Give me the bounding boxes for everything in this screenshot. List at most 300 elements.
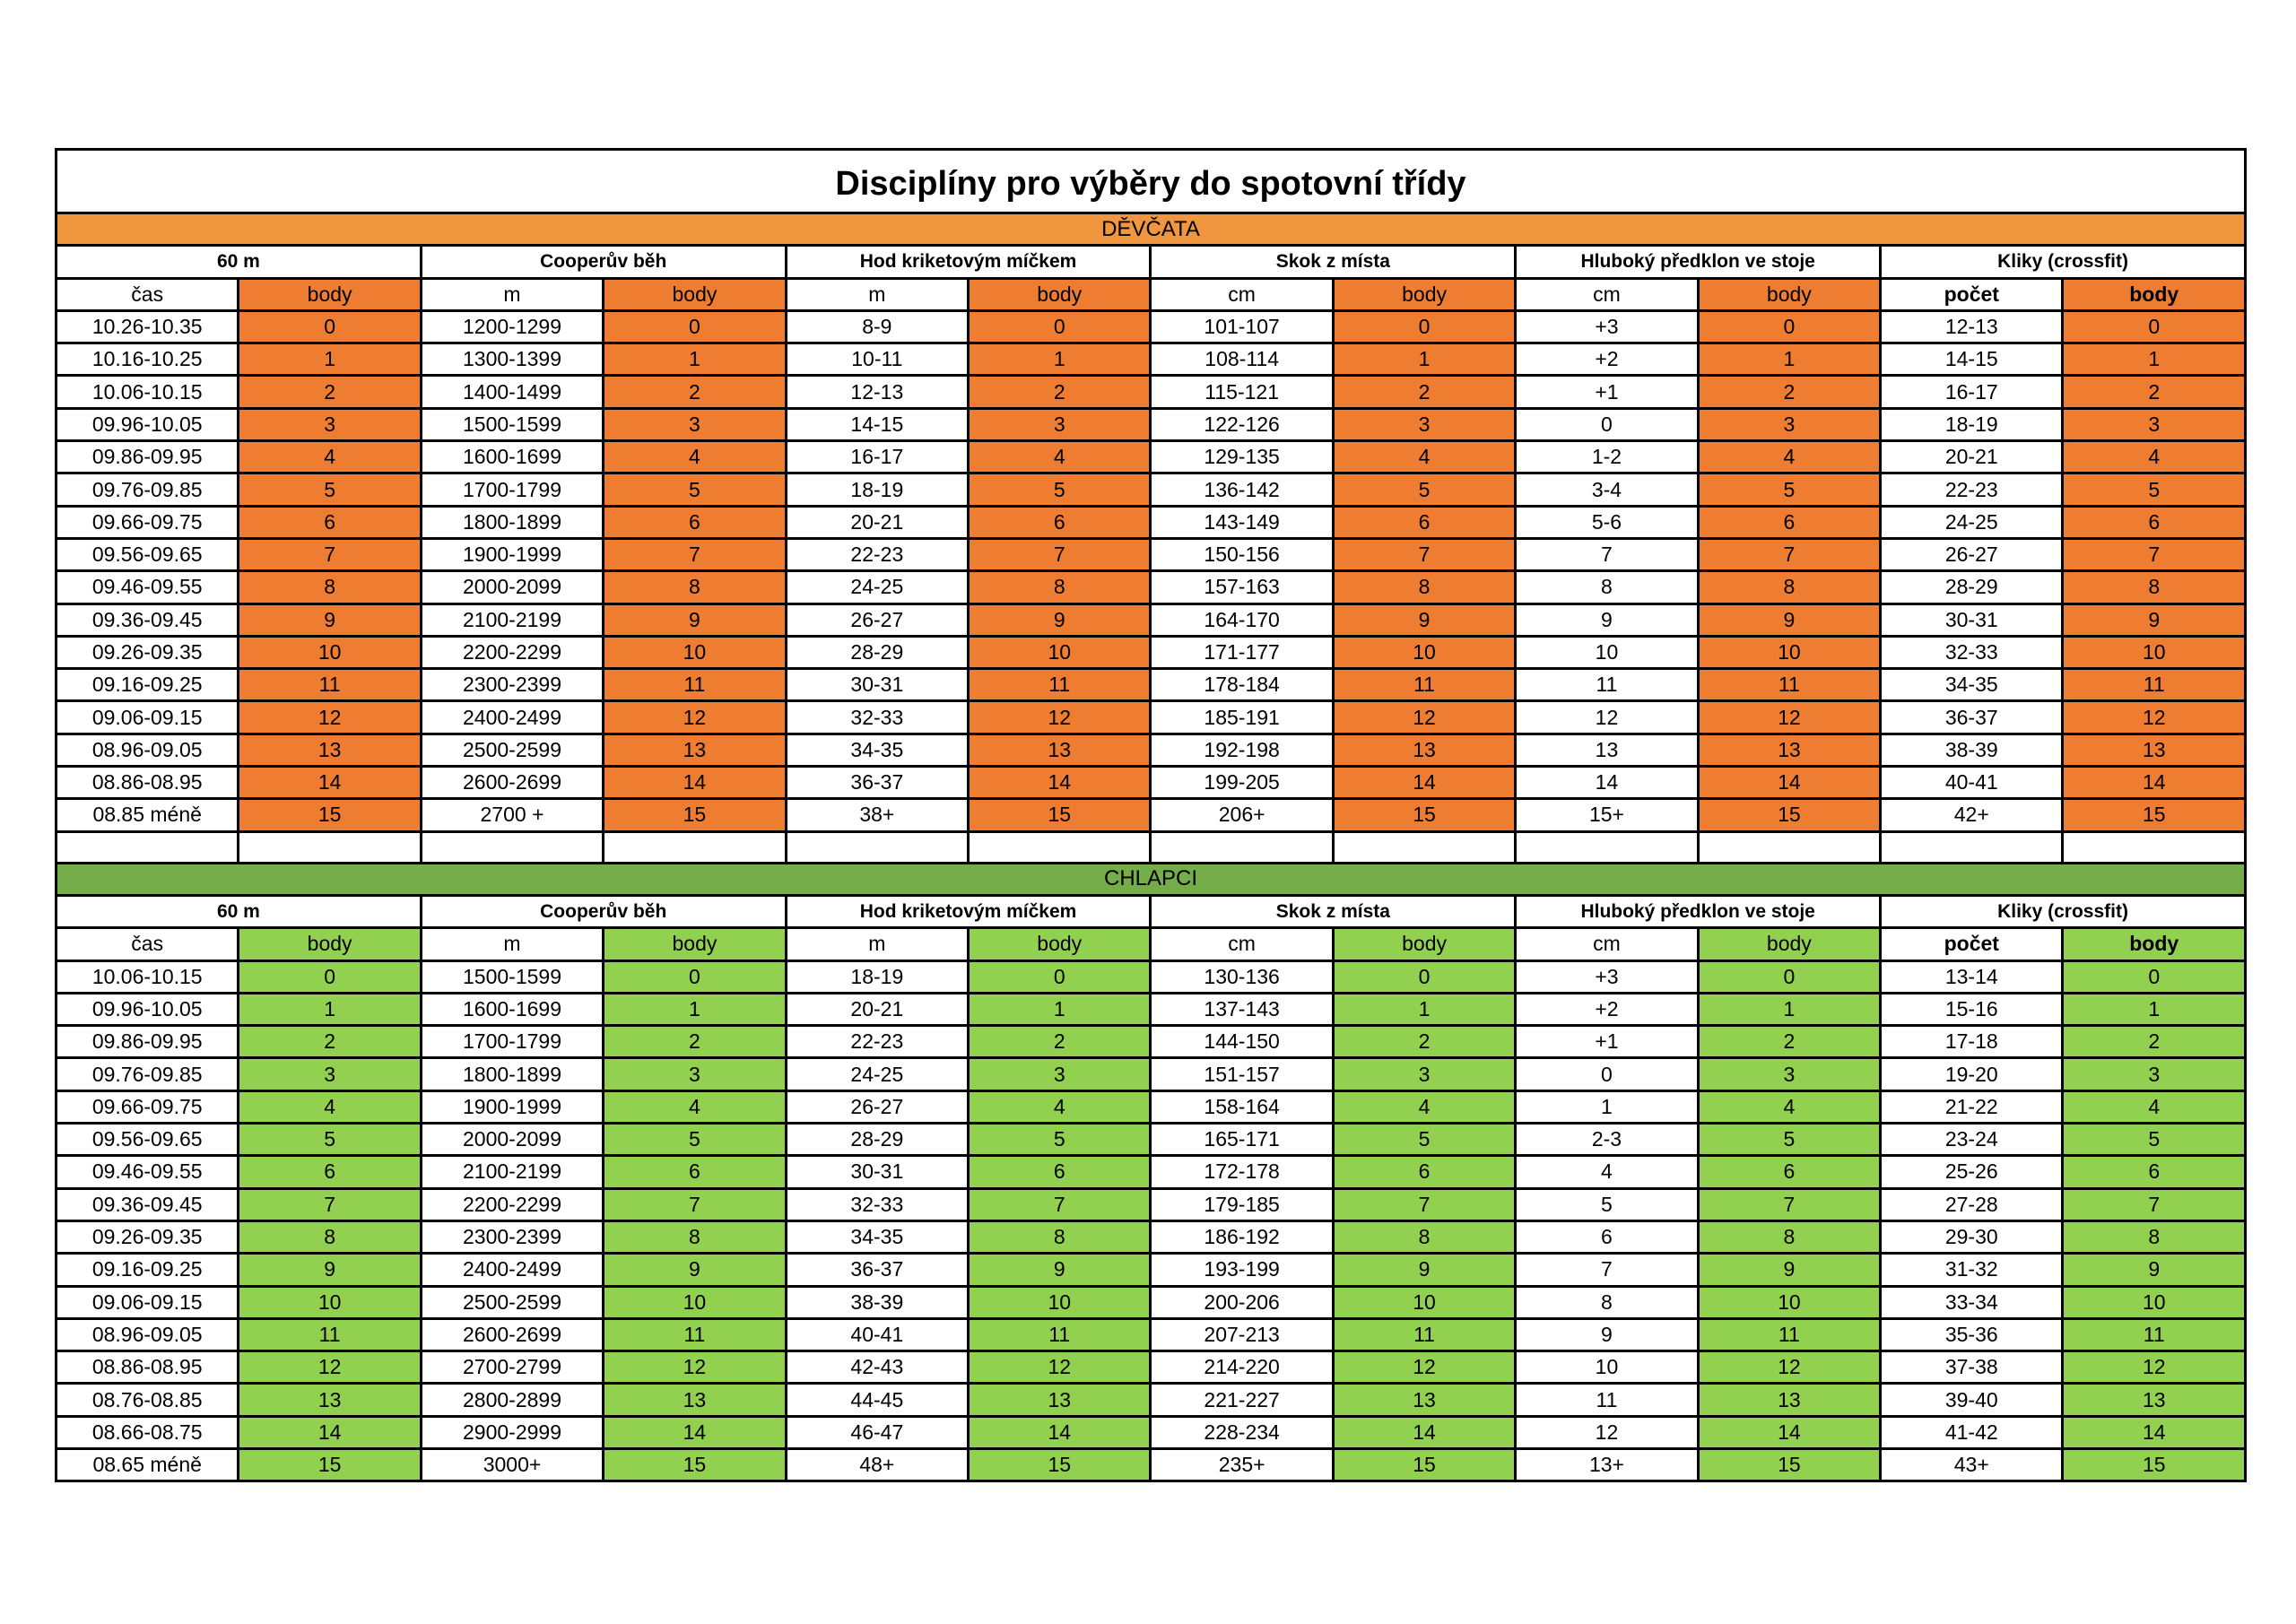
value-cell: 32-33 [786,1188,968,1220]
value-cell: 200-206 [1151,1286,1333,1318]
points-cell: 0 [969,310,1151,343]
value-cell: 09.06-09.15 [57,701,239,734]
points-cell: 15 [969,799,1151,831]
points-cell: 13 [2063,734,2246,766]
table-row [57,1318,2246,1350]
points-cell: 0 [604,310,786,343]
value-cell: 24-25 [786,571,968,604]
table-row [57,1416,2246,1448]
value-cell: 2-3 [1516,1124,1698,1156]
table-row [57,604,2246,636]
points-cell: 9 [969,1254,1151,1286]
value-cell: 08.66-08.75 [57,1416,239,1448]
points-cell: 10 [239,1286,421,1318]
value-cell: 22-23 [1881,473,2063,506]
unit-header: počet [1881,928,2063,960]
value-cell: 30-31 [1881,604,2063,636]
points-cell: 9 [1333,604,1515,636]
value-cell: 1200-1299 [421,310,603,343]
points-cell: 3 [2063,1058,2246,1090]
points-cell: 10 [969,1286,1151,1318]
value-cell: 199-205 [1151,767,1333,799]
value-cell: +1 [1516,1026,1698,1058]
points-cell: 12 [239,701,421,734]
value-cell: 165-171 [1151,1124,1333,1156]
value-cell: 1800-1899 [421,506,603,538]
points-cell: 3 [239,1058,421,1090]
value-cell: 18-19 [786,473,968,506]
points-cell: 13 [239,1384,421,1416]
value-cell: 3-4 [1516,473,1698,506]
points-cell: 14 [604,767,786,799]
points-cell: 5 [1333,1124,1515,1156]
empty-cell [57,831,239,863]
value-cell: 158-164 [1151,1090,1333,1123]
points-cell: 5 [239,1124,421,1156]
points-cell: 9 [604,604,786,636]
points-cell: 6 [239,506,421,538]
points-cell: 4 [2063,1090,2246,1123]
points-cell: 11 [239,1318,421,1350]
value-cell: 10 [1516,1351,1698,1384]
points-cell: 12 [969,701,1151,734]
points-cell: 2 [239,376,421,408]
value-cell: 1500-1599 [421,408,603,440]
value-cell: 171-177 [1151,636,1333,668]
points-cell: 8 [604,1220,786,1253]
points-cell: 10 [239,636,421,668]
value-cell: 08.96-09.05 [57,1318,239,1350]
points-cell: 0 [2063,960,2246,993]
value-cell: 35-36 [1881,1318,2063,1350]
value-cell: 10-11 [786,343,968,376]
points-header: body [969,278,1151,310]
value-cell: 08.85 méně [57,799,239,831]
points-cell: 8 [604,571,786,604]
table-row [57,1384,2246,1416]
points-header: body [1333,278,1515,310]
value-cell: +3 [1516,960,1698,993]
table-row [57,1220,2246,1253]
points-cell: 12 [1698,1351,1880,1384]
points-cell: 13 [1333,1384,1515,1416]
points-cell: 8 [1333,571,1515,604]
value-cell: 13-14 [1881,960,2063,993]
points-cell: 8 [1333,1220,1515,1253]
points-cell: 7 [1698,1188,1880,1220]
value-cell: 115-121 [1151,376,1333,408]
value-cell: 228-234 [1151,1416,1333,1448]
value-cell: 34-35 [1881,669,2063,701]
points-cell: 0 [2063,310,2246,343]
points-cell: 7 [604,538,786,570]
value-cell: 12 [1516,1416,1698,1448]
points-cell: 14 [1698,1416,1880,1448]
value-cell: 11 [1516,669,1698,701]
value-cell: 101-107 [1151,310,1333,343]
value-cell: 17-18 [1881,1026,2063,1058]
points-cell: 1 [1698,343,1880,376]
discipline-row [57,895,2246,927]
points-header: body [1698,278,1880,310]
points-cell: 1 [1333,993,1515,1025]
points-cell: 3 [1698,408,1880,440]
value-cell: 1500-1599 [421,960,603,993]
points-cell: 7 [604,1188,786,1220]
value-cell: 32-33 [1881,636,2063,668]
value-cell: 5-6 [1516,506,1698,538]
points-cell: 0 [239,960,421,993]
value-cell: 186-192 [1151,1220,1333,1253]
value-cell: 26-27 [786,604,968,636]
value-cell: 21-22 [1881,1090,2063,1123]
table-row [57,571,2246,604]
table-row [57,799,2246,831]
points-cell: 0 [1333,960,1515,993]
points-cell: 13 [969,1384,1151,1416]
points-cell: 6 [2063,506,2246,538]
value-cell: 36-37 [786,767,968,799]
value-cell: 18-19 [786,960,968,993]
empty-cell [604,831,786,863]
points-cell: 6 [239,1156,421,1188]
value-cell: 1-2 [1516,441,1698,473]
points-cell: 5 [604,473,786,506]
points-cell: 2 [1698,1026,1880,1058]
table-row [57,1124,2246,1156]
value-cell: 40-41 [786,1318,968,1350]
value-cell: 16-17 [1881,376,2063,408]
points-cell: 11 [2063,669,2246,701]
value-cell: 2800-2899 [421,1384,603,1416]
unit-header: cm [1516,928,1698,960]
value-cell: 206+ [1151,799,1333,831]
points-cell: 15 [239,1448,421,1481]
points-cell: 6 [1698,506,1880,538]
points-cell: 12 [2063,1351,2246,1384]
value-cell: 31-32 [1881,1254,2063,1286]
value-cell: 48+ [786,1448,968,1481]
points-cell: 15 [1333,799,1515,831]
points-cell: 12 [604,1351,786,1384]
value-cell: 29-30 [1881,1220,2063,1253]
value-cell: 33-34 [1881,1286,2063,1318]
value-cell: 26-27 [1881,538,2063,570]
points-cell: 7 [2063,1188,2246,1220]
points-cell: 14 [1698,767,1880,799]
points-cell: 4 [1333,441,1515,473]
points-cell: 15 [1698,1448,1880,1481]
points-cell: 2 [2063,376,2246,408]
value-cell: 08.76-08.85 [57,1384,239,1416]
points-cell: 15 [239,799,421,831]
points-cell: 12 [239,1351,421,1384]
points-cell: 3 [1698,1058,1880,1090]
value-cell: 144-150 [1151,1026,1333,1058]
table-row [57,1188,2246,1220]
points-cell: 14 [239,767,421,799]
points-cell: 11 [1698,669,1880,701]
points-cell: 10 [2063,1286,2246,1318]
points-cell: 5 [2063,473,2246,506]
table-row [57,734,2246,766]
points-cell: 13 [604,1384,786,1416]
points-cell: 9 [969,604,1151,636]
value-cell: 14 [1516,767,1698,799]
points-cell: 11 [604,1318,786,1350]
value-cell: 2100-2199 [421,604,603,636]
points-cell: 12 [969,1351,1151,1384]
value-cell: 4 [1516,1156,1698,1188]
points-cell: 5 [1698,473,1880,506]
value-cell: 08.86-08.95 [57,1351,239,1384]
value-cell: 143-149 [1151,506,1333,538]
points-cell: 4 [1698,1090,1880,1123]
value-cell: 164-170 [1151,604,1333,636]
points-cell: 8 [969,571,1151,604]
points-cell: 0 [1333,310,1515,343]
table-row [57,1026,2246,1058]
points-cell: 11 [969,1318,1151,1350]
value-cell: 32-33 [786,701,968,734]
value-cell: 136-142 [1151,473,1333,506]
points-cell: 4 [969,441,1151,473]
points-cell: 7 [969,538,1151,570]
points-cell: 13 [1698,1384,1880,1416]
value-cell: 19-20 [1881,1058,2063,1090]
value-cell: 193-199 [1151,1254,1333,1286]
value-cell: 108-114 [1151,343,1333,376]
points-cell: 1 [604,993,786,1025]
value-cell: 27-28 [1881,1188,2063,1220]
table-row [57,376,2246,408]
points-header: body [2063,928,2246,960]
table-row [57,993,2246,1025]
value-cell: 1700-1799 [421,1026,603,1058]
unit-header: cm [1151,278,1333,310]
value-cell: 30-31 [786,669,968,701]
points-cell: 1 [969,993,1151,1025]
value-cell: 0 [1516,408,1698,440]
value-cell: 44-45 [786,1384,968,1416]
value-cell: +2 [1516,343,1698,376]
value-cell: 26-27 [786,1090,968,1123]
value-cell: 1 [1516,1090,1698,1123]
table-row [57,473,2246,506]
points-cell: 4 [1698,441,1880,473]
empty-cell [1333,831,1515,863]
points-cell: 15 [604,799,786,831]
value-cell: 1600-1699 [421,441,603,473]
value-cell: 2600-2699 [421,1318,603,1350]
unit-row [57,278,2246,310]
points-header: body [2063,278,2246,310]
points-cell: 11 [239,669,421,701]
points-cell: 0 [604,960,786,993]
value-cell: 8 [1516,1286,1698,1318]
section-label-girls: DĚVČATA [57,213,2246,246]
value-cell: 15-16 [1881,993,2063,1025]
value-cell: 36-37 [786,1254,968,1286]
points-cell: 12 [1333,701,1515,734]
value-cell: 1400-1499 [421,376,603,408]
value-cell: 09.16-09.25 [57,1254,239,1286]
value-cell: 221-227 [1151,1384,1333,1416]
value-cell: 137-143 [1151,993,1333,1025]
points-cell: 10 [969,636,1151,668]
points-cell: 11 [1333,1318,1515,1350]
points-cell: 7 [1333,538,1515,570]
value-cell: 09.66-09.75 [57,506,239,538]
value-cell: 3000+ [421,1448,603,1481]
value-cell: 28-29 [786,1124,968,1156]
unit-header: počet [1881,278,2063,310]
points-cell: 6 [1333,506,1515,538]
empty-cell [239,831,421,863]
points-cell: 13 [604,734,786,766]
value-cell: 1900-1999 [421,1090,603,1123]
unit-header: m [786,928,968,960]
discipline-header: Skok z místa [1151,895,1516,927]
points-cell: 7 [239,538,421,570]
scoring-table [55,148,2247,1482]
points-cell: 1 [969,343,1151,376]
points-cell: 13 [239,734,421,766]
points-cell: 1 [239,343,421,376]
value-cell: 37-38 [1881,1351,2063,1384]
points-cell: 2 [239,1026,421,1058]
points-cell: 7 [1698,538,1880,570]
value-cell: 235+ [1151,1448,1333,1481]
points-cell: 7 [2063,538,2246,570]
value-cell: 42+ [1881,799,2063,831]
unit-header: čas [57,278,239,310]
value-cell: +2 [1516,993,1698,1025]
points-cell: 12 [1333,1351,1515,1384]
points-cell: 3 [2063,408,2246,440]
value-cell: 38-39 [1881,734,2063,766]
points-cell: 4 [969,1090,1151,1123]
points-cell: 11 [2063,1318,2246,1350]
value-cell: 08.65 méně [57,1448,239,1481]
table-row [57,669,2246,701]
points-cell: 2 [969,376,1151,408]
value-cell: 20-21 [786,993,968,1025]
points-cell: 3 [969,408,1151,440]
points-cell: 13 [1698,734,1880,766]
points-cell: 9 [1698,604,1880,636]
points-cell: 9 [1698,1254,1880,1286]
points-cell: 12 [2063,701,2246,734]
value-cell: 15+ [1516,799,1698,831]
value-cell: 2500-2599 [421,1286,603,1318]
empty-cell [1516,831,1698,863]
discipline-header: Hod kriketovým míčkem [786,895,1151,927]
points-cell: 2 [604,1026,786,1058]
points-cell: 4 [604,1090,786,1123]
points-cell: 6 [2063,1156,2246,1188]
points-cell: 14 [604,1416,786,1448]
value-cell: 20-21 [1881,441,2063,473]
table-row [57,1156,2246,1188]
value-cell: 172-178 [1151,1156,1333,1188]
unit-row [57,928,2246,960]
table-row [57,310,2246,343]
value-cell: 2200-2299 [421,636,603,668]
value-cell: 2900-2999 [421,1416,603,1448]
value-cell: 1600-1699 [421,993,603,1025]
value-cell: 22-23 [786,1026,968,1058]
value-cell: 2500-2599 [421,734,603,766]
discipline-row [57,246,2246,278]
table-row [57,1448,2246,1481]
spacer-row [57,831,2246,863]
points-cell: 6 [1333,1156,1515,1188]
value-cell: 39-40 [1881,1384,2063,1416]
value-cell: 14-15 [1881,343,2063,376]
points-cell: 10 [604,636,786,668]
points-cell: 5 [969,1124,1151,1156]
discipline-header: Kliky (crossfit) [1881,246,2246,278]
value-cell: 1800-1899 [421,1058,603,1090]
value-cell: 30-31 [786,1156,968,1188]
points-cell: 8 [2063,571,2246,604]
points-cell: 14 [969,767,1151,799]
points-header: body [604,928,786,960]
points-cell: 4 [1333,1090,1515,1123]
points-cell: 9 [604,1254,786,1286]
discipline-header: Hluboký předklon ve stoje [1516,895,1881,927]
discipline-header: Cooperův běh [421,246,786,278]
value-cell: 09.46-09.55 [57,1156,239,1188]
table-row [57,1286,2246,1318]
empty-cell [2063,831,2246,863]
value-cell: 09.16-09.25 [57,669,239,701]
value-cell: 20-21 [786,506,968,538]
points-cell: 14 [1333,767,1515,799]
points-cell: 14 [239,1416,421,1448]
table-row [57,506,2246,538]
value-cell: 08.86-08.95 [57,767,239,799]
points-cell: 8 [2063,1220,2246,1253]
value-cell: 2700 + [421,799,603,831]
value-cell: 130-136 [1151,960,1333,993]
points-cell: 8 [969,1220,1151,1253]
value-cell: 122-126 [1151,408,1333,440]
value-cell: 28-29 [1881,571,2063,604]
points-header: body [604,278,786,310]
section-label-boys: CHLAPCI [57,863,2246,895]
points-cell: 15 [2063,1448,2246,1481]
empty-cell [969,831,1151,863]
points-cell: 15 [604,1448,786,1481]
table-row [57,441,2246,473]
unit-header: čas [57,928,239,960]
table-row [57,1058,2246,1090]
value-cell: 08.96-09.05 [57,734,239,766]
discipline-header: Cooperův běh [421,895,786,927]
section-header-row [57,213,2246,246]
value-cell: 9 [1516,1318,1698,1350]
value-cell: 36-37 [1881,701,2063,734]
points-cell: 5 [2063,1124,2246,1156]
value-cell: 09.26-09.35 [57,636,239,668]
empty-cell [1881,831,2063,863]
value-cell: 09.76-09.85 [57,473,239,506]
value-cell: 18-19 [1881,408,2063,440]
points-cell: 9 [239,1254,421,1286]
points-cell: 3 [1333,408,1515,440]
